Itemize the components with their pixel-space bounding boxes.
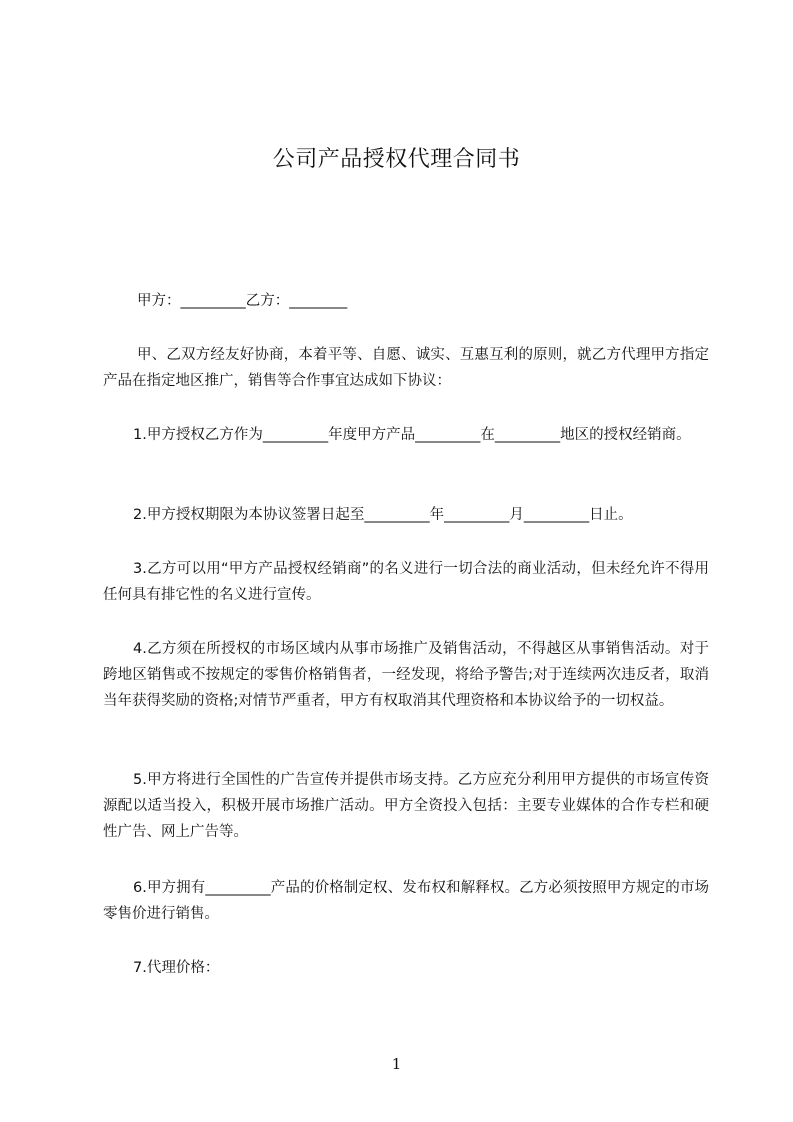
parties-line: 甲方：_________乙方：________ — [137, 293, 348, 309]
clause-4: 4.乙方须在所授权的市场区域内从事市场推广及销售活动，不得越区从事销售活动。对于跨地区销售或不按规定的零售价格销售者，一经发现，将给予警告;对于连续两次违反者，取消当年获得奖励的资格;对情节严重者，甲方有权取消其代理资格和本协议给予的一切权益。 — [103, 641, 709, 709]
clause-5: 5.甲方将进行全国性的广告宣传并提供市场支持。乙方应充分利用甲方提供的市场宣传资源配以适当投入，积极开展市场推广活动。甲方全资投入包括：主要专业媒体的合作专栏和硬性广告、网上广告等。 — [103, 772, 709, 840]
page-number: 1 — [391, 1055, 402, 1073]
clause-1: 1.甲方授权乙方作为_________年度甲方产品_________在_________地区的授权经销商。 — [133, 427, 691, 443]
clause-6: 6.甲方拥有_________产品的价格制定权、发布权和解释权。乙方必须按照甲方规定的市场零售价进行销售。 — [103, 880, 709, 922]
document-title: 公司产品授权代理合同书 — [272, 147, 521, 172]
clause-3: 3.乙方可以用“甲方产品授权经销商”的名义进行一切合法的商业活动，但未经允许不得用任何具有排它性的名义进行宣传。 — [103, 561, 709, 603]
clause-2: 2.甲方授权期限为本协议签署日起至_________年_________月_________日止。 — [133, 507, 633, 523]
clause-7: 7.代理价格： — [133, 960, 220, 976]
intro-paragraph: 甲、乙双方经友好协商，本着平等、自愿、诚实、互惠互利的原则，就乙方代理甲方指定产品在指定地区推广，销售等合作事宜达成如下协议： — [103, 347, 709, 389]
